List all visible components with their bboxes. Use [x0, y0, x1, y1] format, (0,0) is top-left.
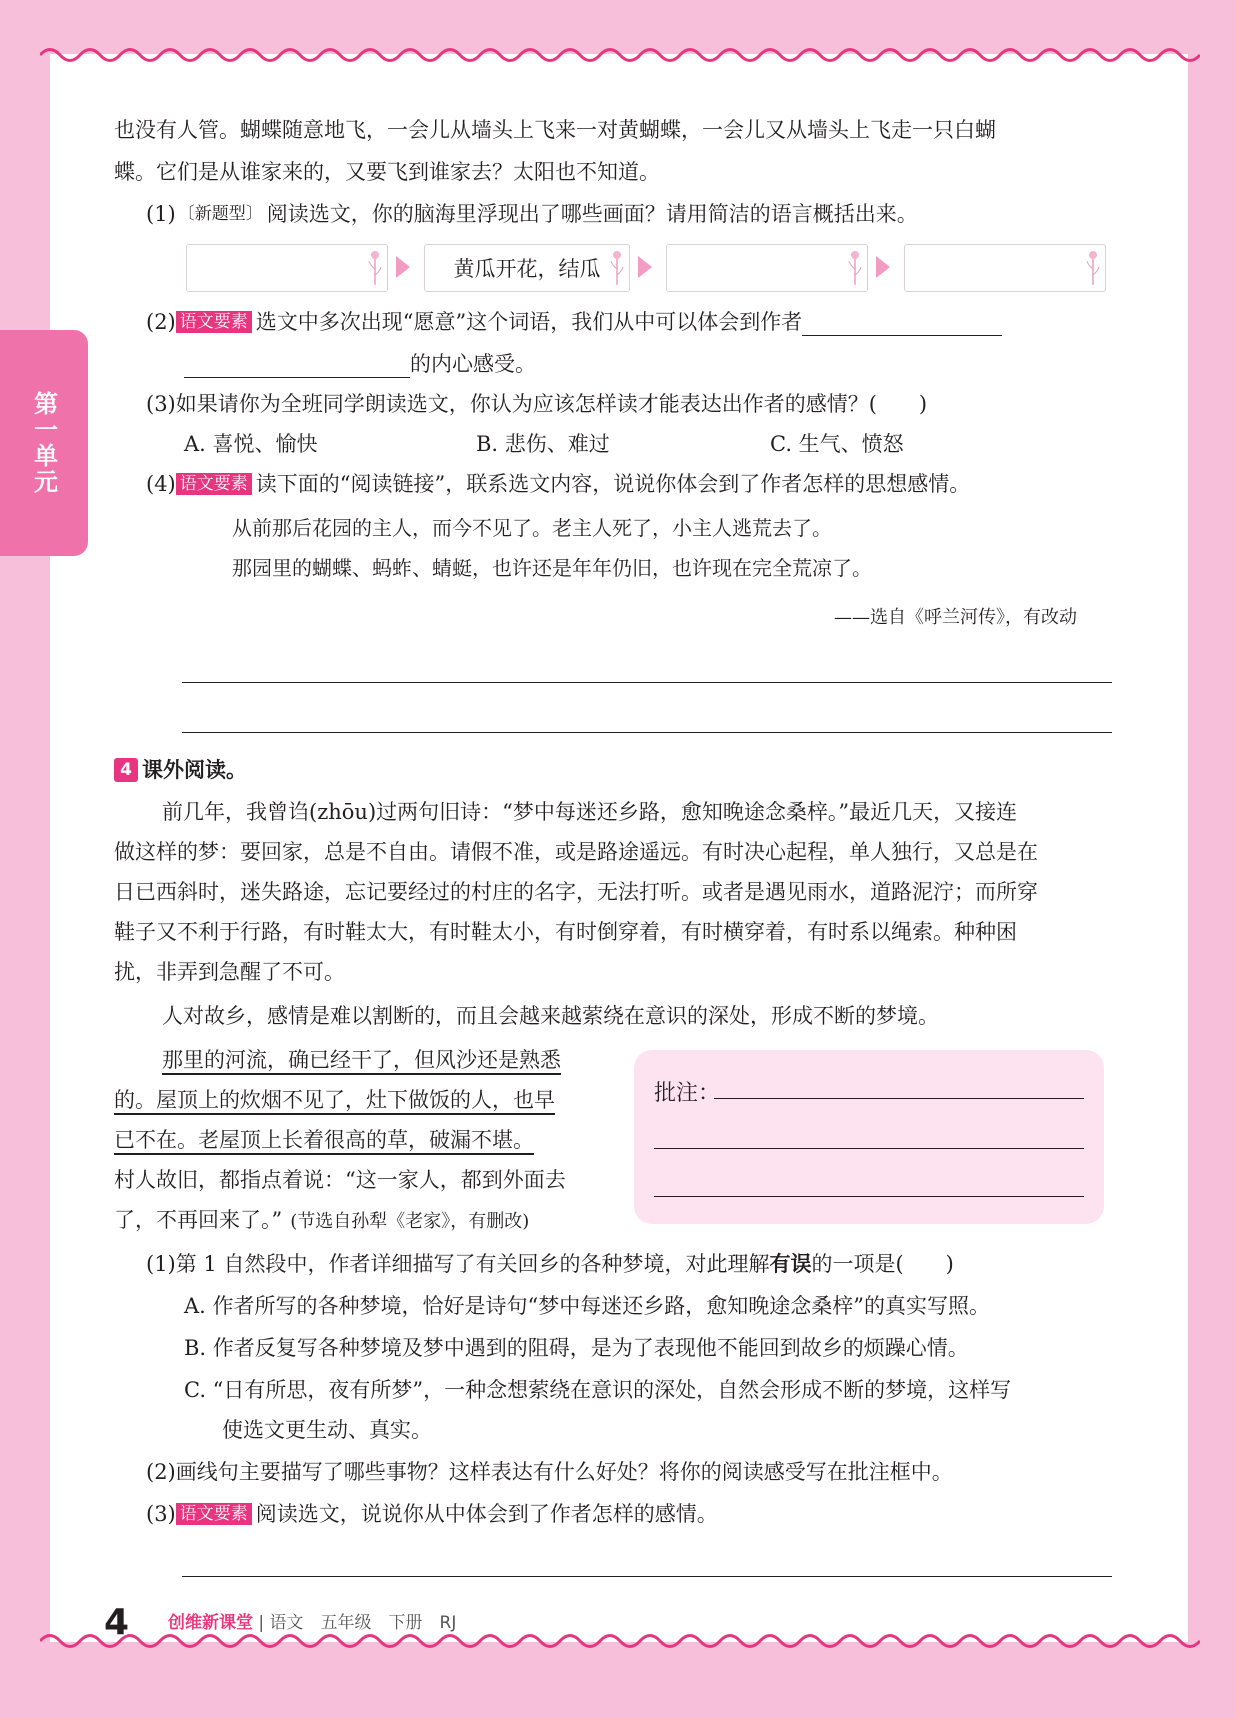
question-2-number: (2): [146, 310, 176, 334]
reading-question-2: (2)画线句主要描写了哪些事物？这样表达有什么好处？将你的阅读感受写在批注框中。: [146, 1460, 953, 1484]
reading-line-3: 日已西斜时，迷失路途，忘记要经过的村庄的名字，无法打听。或者是遇见雨水，道路泥泞；而所穿: [114, 880, 1038, 904]
passage-line-1: 也没有人管。蝴蝶随意地飞，一会儿从墙头上飞来一对黄蝴蝶，一会儿又从墙头上飞走一只白蝴: [114, 118, 996, 142]
reading-line-2: 做这样的梦：要回家，总是不自由。请假不准，或是路途遥远。有时决心起程，单人独行，又总是在: [114, 840, 1038, 864]
question-2-line-2: [184, 350, 536, 378]
annotation-line[interactable]: [654, 1148, 1084, 1149]
answer-blank[interactable]: [184, 355, 410, 378]
flower-icon: [609, 249, 625, 285]
excerpt-source: (节选自孙犁《老家》，有删改): [290, 1211, 530, 1232]
reading-question-1-post: 的一项是( ): [811, 1252, 954, 1276]
question-1: [146, 200, 918, 228]
annotation-line[interactable]: [714, 1098, 1084, 1099]
reading-line-4: 鞋子又不利于行路，有时鞋太大，有时鞋太小，有时倒穿着，有时横穿着，有时系以绳索。种种困: [114, 920, 1017, 944]
question-3: (3)如果请你为全班同学朗读选文，你认为应该怎样读才能表达出作者的感情？( ): [146, 392, 928, 416]
answer-box-3[interactable]: [666, 244, 868, 292]
option-a[interactable]: A. 喜悦、愉快: [184, 432, 318, 456]
new-type-tag: 〔新题型〕: [177, 204, 263, 224]
unit-side-tab: [0, 330, 88, 556]
element-tag: 语文要素: [176, 311, 252, 333]
reading-question-3-text: 阅读选文，说说你从中体会到了作者怎样的感情。: [255, 1502, 718, 1526]
brand-name: 创维新课堂: [168, 1613, 253, 1633]
question-2: [146, 308, 1002, 336]
underlined-line-3: 已不在。老屋顶上长着很高的草，破漏不堪。: [114, 1128, 534, 1152]
section-4-heading: [114, 756, 247, 784]
question-2-text: 选文中多次出现“愿意”这个词语，我们从中可以体会到作者: [255, 310, 803, 334]
unit-side-tab-label: 第一单元: [29, 391, 58, 495]
arrow-icon: [396, 256, 410, 278]
annotation-line[interactable]: [654, 1196, 1084, 1197]
reading-link-source: ——选自《呼兰河传》，有改动: [834, 607, 1077, 628]
reading-link-line-1: 从前那后花园的主人，而今不见了。老主人死了，小主人逃荒去了。: [232, 516, 832, 540]
passage-line-2: 蝶。它们是从谁家来的，又要飞到谁家去？太阳也不知道。: [114, 160, 660, 184]
question-4-number: (4): [146, 472, 176, 496]
reading-line-1: 前几年，我曾诌(zhōu)过两句旧诗：“梦中每迷还乡路，愈知晚途念桑梓。”最近几天，又接连: [162, 800, 1018, 824]
answer-box-2: [424, 244, 630, 292]
reading-option-a[interactable]: A. 作者所写的各种梦境，恰好是诗句“梦中每迷还乡路，愈知晚途念桑梓”的真实写照。: [184, 1294, 990, 1318]
answer-line[interactable]: [182, 1576, 1112, 1577]
question-4: [146, 470, 970, 498]
option-b[interactable]: B. 悲伤、难过: [476, 432, 610, 456]
section-4-title: 课外阅读。: [142, 758, 247, 782]
element-tag: 语文要素: [176, 473, 252, 495]
reading-option-b[interactable]: B. 作者反复写各种梦境及梦中遇到的阻碍，是为了表现他不能回到故乡的烦躁心情。: [184, 1336, 969, 1360]
flower-icon: [367, 249, 383, 285]
underlined-line-2: 的。屋顶上的炊烟不见了，灶下做饭的人，也早: [114, 1088, 555, 1112]
reading-question-1-bold: 有误: [769, 1252, 812, 1276]
page-number: 4: [104, 1602, 130, 1643]
underlined-line-1: 那里的河流，确已经干了，但风沙还是熟悉: [162, 1048, 561, 1072]
reading-line-7: 村人故旧，都指点着说：“这一家人，都到外面去: [114, 1168, 566, 1192]
element-tag: 语文要素: [176, 1503, 252, 1525]
footer-info: [168, 1608, 456, 1633]
answer-box-1[interactable]: [186, 244, 388, 292]
reading-line-8-text: 了，不再回来了。”: [114, 1208, 283, 1232]
reading-option-c-line-2: 使选文更生动、真实。: [222, 1418, 432, 1442]
wavy-border-top: [40, 44, 1200, 66]
question-2-end: 的内心感受。: [410, 352, 536, 376]
reading-line-6: 人对故乡，感情是难以割断的，而且会越来越萦绕在意识的深处，形成不断的梦境。: [162, 1004, 939, 1028]
question-4-text: 读下面的“阅读链接”，联系选文内容，说说你体会到了作者怎样的思想感情。: [255, 472, 971, 496]
answer-box-4[interactable]: [904, 244, 1106, 292]
reading-question-3: [146, 1500, 718, 1528]
wavy-border-bottom: [40, 1630, 1200, 1652]
reading-question-1: [146, 1250, 954, 1278]
annotation-box[interactable]: [634, 1050, 1104, 1224]
answer-line[interactable]: [182, 732, 1112, 733]
reading-line-5: 扰，非弄到急醒了不可。: [114, 960, 345, 984]
reading-link-line-2: 那园里的蝴蝶、蚂蚱、蜻蜓，也许还是年年仍旧，也许现在完全荒凉了。: [232, 556, 872, 580]
question-1-number: (1): [146, 202, 176, 226]
annotation-label: 批注：: [654, 1081, 721, 1106]
answer-box-2-text: 黄瓜开花，结瓜: [453, 257, 601, 281]
arrow-icon: [638, 256, 652, 278]
answer-line[interactable]: [182, 682, 1112, 683]
question-1-text: 阅读选文，你的脑海里浮现出了哪些画面？请用简洁的语言概括出来。: [266, 202, 918, 226]
section-number-badge: 4: [114, 758, 138, 782]
book-info: | 语文 五年级 下册 RJ: [258, 1613, 457, 1633]
option-c[interactable]: C. 生气、愤怒: [770, 432, 904, 456]
flower-icon: [847, 249, 863, 285]
reading-line-8: [114, 1206, 529, 1236]
flower-icon: [1085, 249, 1101, 285]
answer-blank[interactable]: [802, 313, 1002, 336]
reading-question-3-number: (3): [146, 1502, 176, 1526]
reading-question-1-pre: (1)第 1 自然段中，作者详细描写了有关回乡的各种梦境，对此理解: [146, 1252, 770, 1276]
arrow-icon: [876, 256, 890, 278]
reading-option-c[interactable]: C. “日有所思，夜有所梦”，一种念想萦绕在意识的深处，自然会形成不断的梦境，这样写: [184, 1378, 1012, 1402]
